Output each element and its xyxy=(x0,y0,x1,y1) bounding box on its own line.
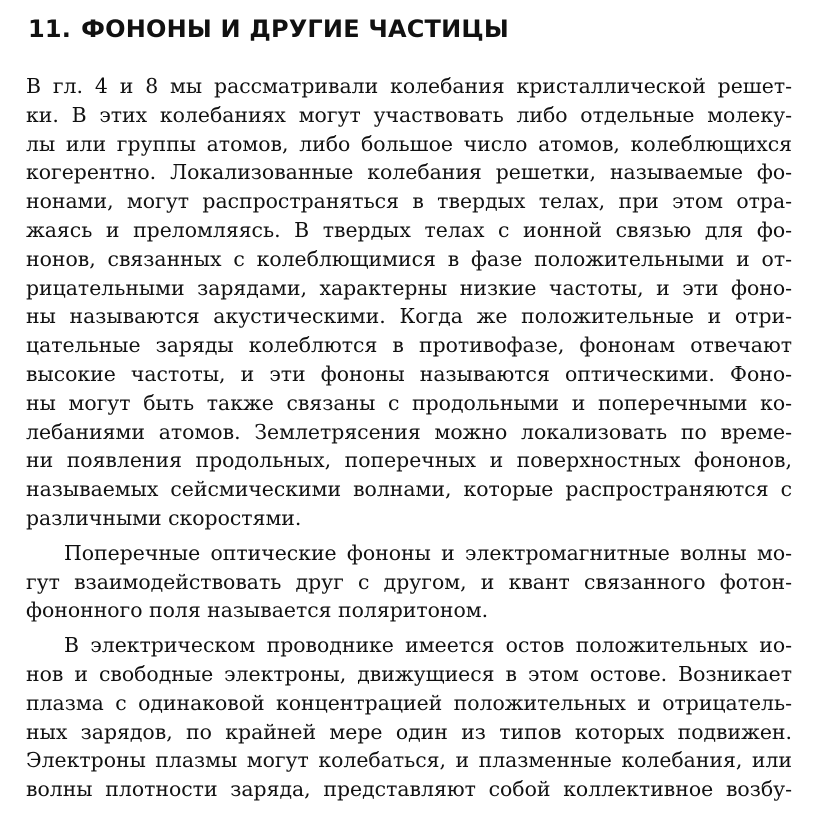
body-text xyxy=(26,72,792,804)
text-line: нонов, связанных с колеблющимися в фазе положительными и от- xyxy=(26,246,792,271)
section-number: 11. xyxy=(28,15,72,43)
paragraph-2 xyxy=(26,539,792,625)
text-line: гут взаимодействовать друг с другом, и квант связанного фотон- xyxy=(26,569,792,594)
text-line: ны могут быть также связаны с продольными и поперечными ко- xyxy=(26,390,792,415)
text-line: называемых сейсмическими волнами, которые распространяются с xyxy=(26,477,792,502)
text-line: рицательными зарядами, характерны низкие частоты, и эти фоно- xyxy=(26,275,792,300)
text-line: Электроны плазмы могут колебаться, и плазменные колебания, или xyxy=(26,748,792,773)
text-line: В гл. 4 и 8 мы рассматривали колебания кристаллической решет- xyxy=(26,74,792,98)
section-heading xyxy=(28,12,798,46)
text-line: плазма с одинаковой концентрацией положительных и отрицатель- xyxy=(26,690,792,715)
text-line: нонами, могут распространяться в твердых телах, при этом отра- xyxy=(26,189,792,214)
text-line: Поперечные оптические фононы и электромагнитные волны мо- xyxy=(64,540,792,565)
text-line: ны называются акустическими. Когда же положительные и отри- xyxy=(26,304,792,329)
text-line: высокие частоты, и эти фононы называются оптическими. Фоно- xyxy=(26,361,792,386)
text-line: ни появления продольных, поперечных и поверхностных фононов, xyxy=(26,448,792,473)
text-line: фононного поля называется поляритоном. xyxy=(26,598,489,623)
paragraph-3 xyxy=(26,631,792,804)
paragraph-1 xyxy=(26,72,792,533)
text-line: ных зарядов, по крайней мере один из типов которых подвижен. xyxy=(26,719,792,744)
text-line: когерентно. Локализованные колебания решетки, называемые фо- xyxy=(26,160,792,185)
text-line: жаясь и преломляясь. В твердых телах с ионной связью для фо- xyxy=(26,217,792,242)
text-line: В электрическом проводнике имеется остов положительных ио- xyxy=(64,633,792,658)
text-line: лы или группы атомов, либо большое число атомов, колеблющихся xyxy=(26,131,792,156)
section-title: ФОНОНЫ И ДРУГИЕ ЧАСТИЦЫ xyxy=(81,15,509,43)
text-line: нов и свободные электроны, движущиеся в этом остове. Возникает xyxy=(26,661,792,686)
text-line: волны плотности заряда, представляют собой коллективное возбу- xyxy=(26,777,792,802)
text-line: лебаниями атомов. Землетрясения можно локализовать по време- xyxy=(26,419,792,444)
text-line: цательные заряды колеблются в противофазе, фононам отвечают xyxy=(26,333,792,358)
text-line: различными скоростями. xyxy=(26,505,302,530)
text-line: ки. В этих колебаниях могут участвовать либо отдельные молеку- xyxy=(26,102,792,127)
